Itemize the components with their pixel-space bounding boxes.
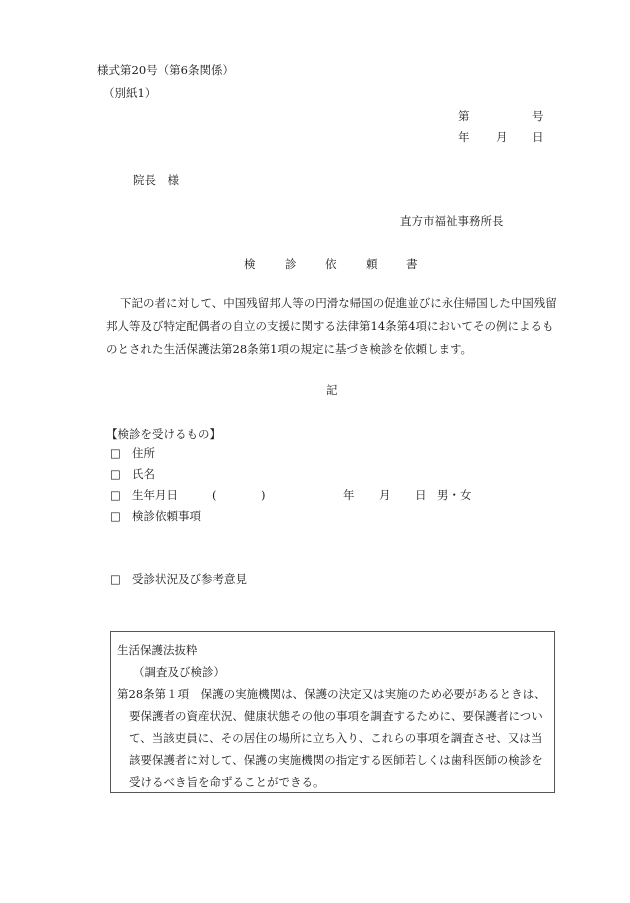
checkbox-icon: □ (110, 467, 121, 481)
dob-paren-close: ) (261, 488, 266, 502)
address-row (110, 447, 155, 461)
excerpt-title: 生活保護法抜粋 (117, 643, 198, 657)
form-number: 様式第20号（第6条関係） (97, 63, 234, 77)
doc-number-suffix: 号 (532, 109, 544, 123)
dob-day: 日 (415, 488, 427, 502)
dob-label: 生年月日 (132, 488, 178, 502)
request-label: 検診依頼事項 (132, 509, 201, 523)
checkbox-icon: □ (110, 509, 121, 523)
excerpt-line: 第28条第１項 保護の実施機関は、保護の決定又は実施のため必要があるときは、 (117, 687, 546, 701)
law-excerpt-box (110, 631, 555, 793)
name-label: 氏名 (132, 467, 155, 481)
checkbox-icon: □ (110, 572, 121, 586)
checkbox-icon: □ (110, 488, 121, 502)
title-char: 書 (406, 257, 418, 271)
dob-month: 月 (379, 488, 391, 502)
ki-label: 記 (326, 383, 338, 397)
status-row (110, 573, 247, 587)
date-day: 日 (532, 130, 544, 144)
attachment-label: （別紙1） (103, 86, 157, 100)
name-row (110, 468, 155, 482)
excerpt-line: 要保護者の資産状況、健康状態その他の事項を調査するために、要保護者につい (129, 709, 543, 723)
title-char: 依 (325, 257, 337, 271)
request-row (110, 510, 201, 524)
status-label: 受診状況及び参考意見 (132, 572, 247, 586)
gender-options: 男・女 (437, 488, 472, 502)
address-label: 住所 (132, 446, 155, 460)
date-month: 月 (496, 130, 508, 144)
excerpt-line: て、当該吏員に、その居住の場所に立ち入り、これらの事項を調査させ、又は当 (129, 731, 543, 745)
dob-paren-open: ( (212, 488, 217, 502)
excerpt-subtitle: （調査及び検診） (133, 665, 225, 679)
addressee: 院長 様 (133, 173, 179, 187)
excerpt-line: 受けるべき旨を命ずることができる。 (129, 775, 325, 789)
body-line-2: 邦人等及び特定配偶者の自立の支援に関する法律第14条第4項においてその例によるも (106, 319, 554, 333)
title-char: 検 (244, 257, 256, 271)
dob-year: 年 (343, 488, 355, 502)
body-line-3: のとされた生活保護法第28条第1項の規定に基づき検診を依頼します。 (106, 342, 473, 356)
excerpt-line: 該要保護者に対して、保護の実施機関の指定する医師若しくは歯科医師の検診を (129, 753, 543, 767)
checkbox-icon: □ (110, 446, 121, 460)
examinee-heading: 【検診を受けるもの】 (106, 427, 221, 441)
doc-number-prefix: 第 (458, 109, 470, 123)
body-line-1: 下記の者に対して、中国残留邦人等の円滑な帰国の促進並びに永住帰国した中国残留 (120, 296, 557, 310)
title-char: 頼 (366, 257, 378, 271)
date-year: 年 (458, 130, 470, 144)
sender: 直方市福祉事務所長 (400, 214, 504, 228)
title-char: 診 (285, 257, 297, 271)
